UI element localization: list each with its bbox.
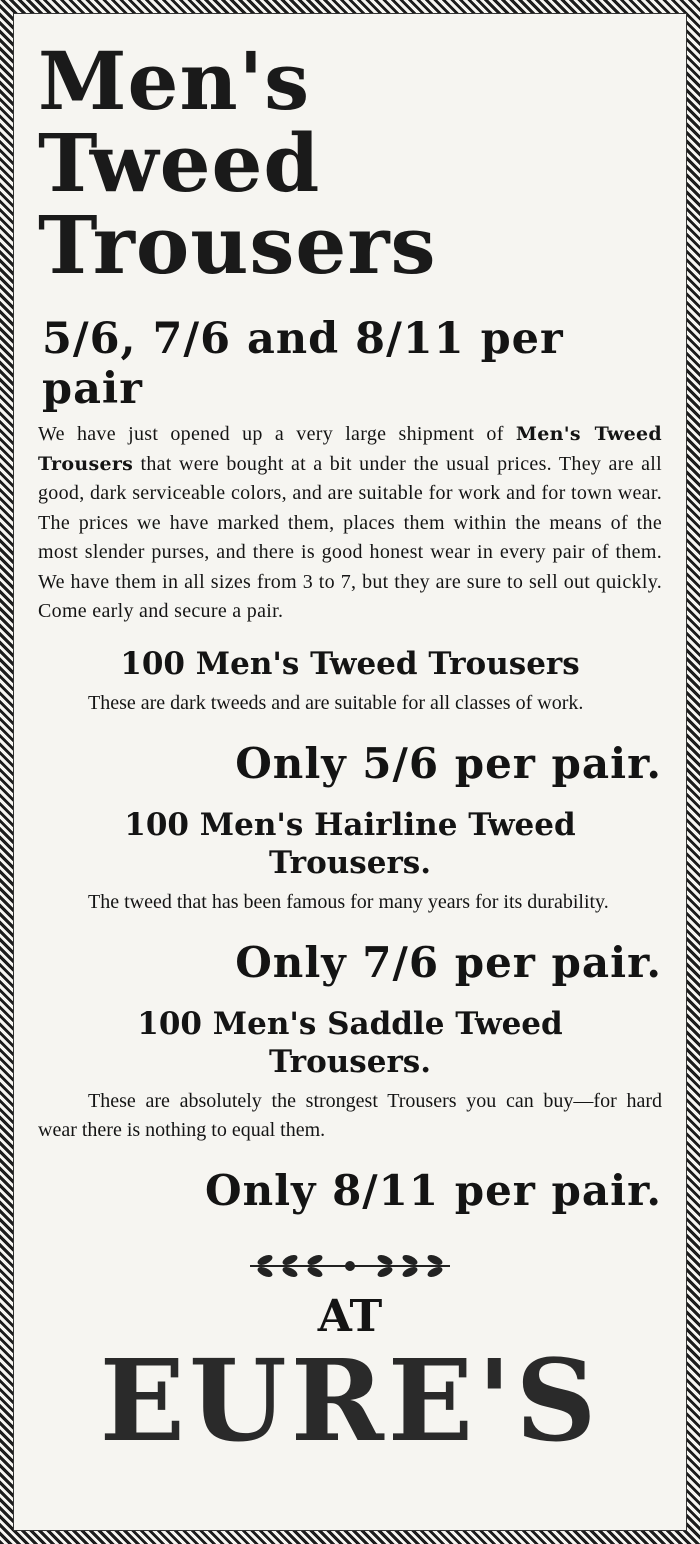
headline-line-2: Tweed [38, 116, 321, 210]
item-description: These are dark tweeds and are suitable for all classes of work. [88, 691, 584, 714]
at-label: AT [317, 1290, 383, 1342]
item-title: 100 Men's Hairline Tweed Trousers. [124, 806, 576, 881]
item-description: The tweed that has been famous for many years for its durability. [88, 890, 609, 913]
intro-text-before: We have just opened up a very large shipment of [38, 423, 504, 445]
price-range: 5/6, 7/6 and 8/11 per pair [42, 314, 564, 414]
headline [38, 34, 662, 292]
leaf-ornament-icon [245, 1251, 455, 1281]
item-price: Only 5/6 per pair. [235, 738, 662, 788]
intro-bold-product: Men's Tweed Trousers [38, 423, 663, 475]
item-title: 100 Men's Tweed Trousers [120, 645, 580, 682]
item-price: Only 8/11 per pair. [204, 1165, 662, 1215]
item-description: These are absolutely the strongest Trousers you can buy—for hard wear there is nothing to equal them. [38, 1089, 662, 1141]
intro-paragraph [38, 420, 662, 627]
item-title: 100 Men's Saddle Tweed Trousers. [137, 1005, 563, 1080]
intro-text-after: that were bought at a bit under the usual prices. They are all good, dark serviceable colors, and are suitable for work and for town wear. The prices we have marked them, places them within the means of the most slender purses, and there is good honest wear in every pair of them. We have them in all sizes from 3 to 7, but they are sure to sell out quickly. Come early and secure a pair. [38, 452, 662, 622]
item-section-2 [38, 806, 662, 987]
item-section-1 [38, 645, 662, 788]
item-price: Only 7/6 per pair. [235, 937, 662, 987]
ad-content [38, 34, 663, 1467]
headline-line-1: Men's [38, 34, 311, 128]
store-name: EURE'S [99, 1335, 601, 1467]
item-section-3 [38, 1005, 662, 1215]
headline-line-3: Trousers [38, 198, 437, 292]
